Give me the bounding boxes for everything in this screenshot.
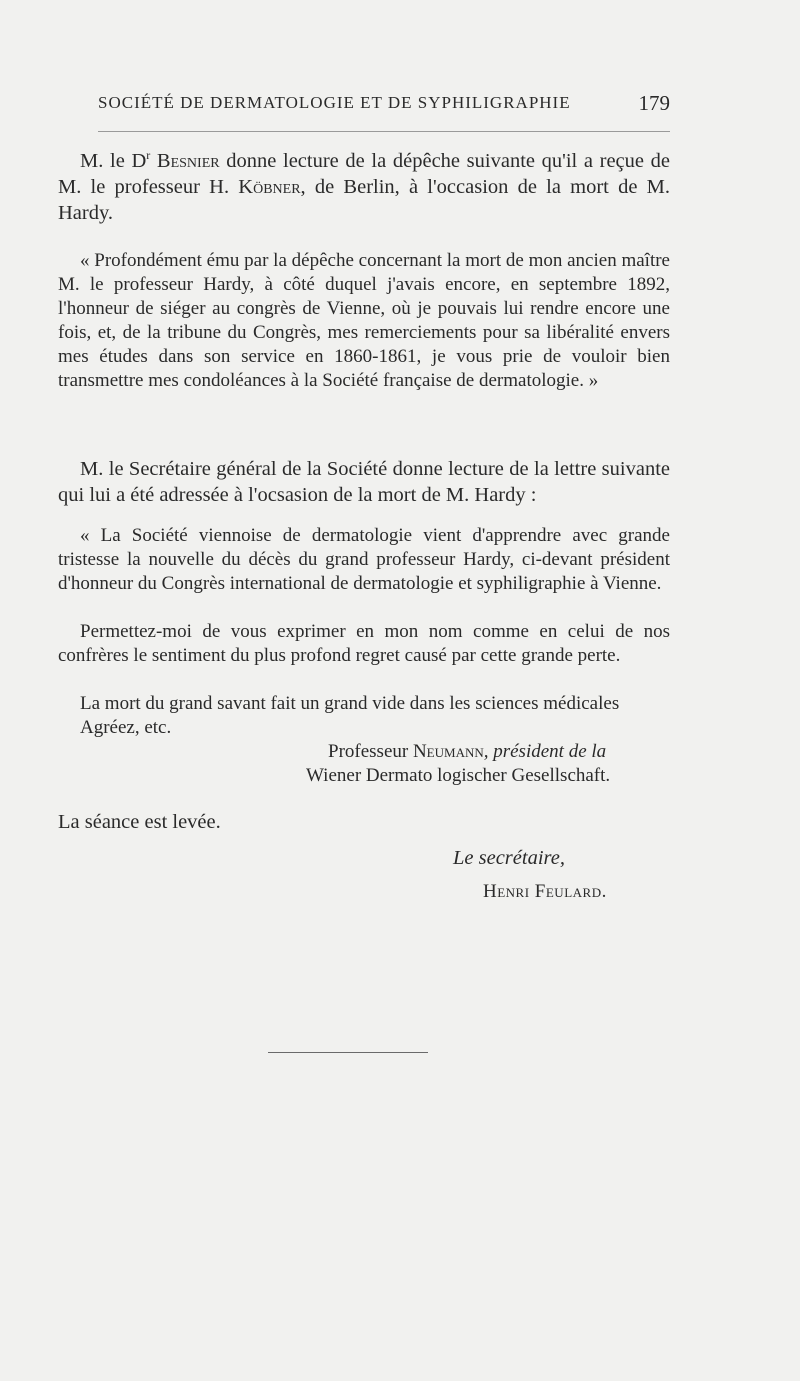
page-number: 179 — [638, 91, 670, 115]
secretary-role: Le secrétaire, — [453, 847, 565, 869]
letter-paragraph-2: Permettez-moi de vous exprimer en mon nom comme en celui de nos confrères le sentiment du plus profond regret causé par cette grande perte. — [58, 621, 670, 666]
secretary-paragraph: M. le Secrétaire général de la Société donne lecture de la lettre suivante qui lui a été adressée à l'ocsasion de la mort de M. Hardy : — [58, 458, 670, 506]
adjourned-text: La séance est levée. — [58, 811, 221, 833]
header-rule — [98, 131, 670, 132]
signature-line-2: Wiener Dermato logischer Gesellschaft. — [306, 765, 611, 786]
name-besnier: Besnier — [156, 149, 220, 172]
running-header — [98, 93, 670, 119]
intro-after: , de Berlin, à l'occasion de la mort de M. Hardy. — [58, 175, 670, 224]
signature-line-1 — [328, 740, 606, 764]
letter-paragraph-4: Agréez, etc. — [80, 717, 172, 738]
intro-sup: r — [146, 148, 151, 162]
intro-paragraph — [58, 142, 670, 226]
letter-paragraph-1: « La Société viennoise de dermatologie vient d'apprendre avec grande tristesse la nouvelle du décès du grand professeur Hardy, ci-devant président d'honneur du Congrès international de dermatologie et syphiligraphie à Vienne. — [58, 525, 670, 594]
header-title: SOCIÉTÉ DE DERMATOLOGIE ET DE SYPHILIGRAPHIE — [98, 93, 571, 112]
sig-prefix: Professeur — [328, 741, 413, 762]
intro-mid: donne lecture de la dépêche suivante qu'il a reçue de M. le professeur H. — [58, 149, 671, 198]
letter-paragraph-3: La mort du grand savant fait un grand vide dans les sciences médicales — [80, 693, 620, 714]
telegram-quote: « Profondément ému par la dépêche concernant la mort de mon ancien maître M. le professeur Hardy, à côté duquel j'avais encore, en septembre 1892, l'honneur de siéger au congrès de Vienne, où je pouvais lui rendre encore une fois, et, de la tribune du Congrès, mes remerciements pour sa libéralité envers mes études dans son service en 1860-1861, je vous prie de vouloir bien transmettre mes condoléances à la Société française de dermatologie. » — [58, 250, 670, 391]
secretary-name: Henri Feulard. — [483, 881, 607, 902]
end-rule — [268, 1052, 428, 1053]
name-neumann: Neumann — [412, 741, 484, 762]
sig-title: , président de la — [483, 741, 607, 762]
name-kobner: Köbner — [238, 175, 301, 198]
intro-before: M. le D — [80, 149, 147, 172]
